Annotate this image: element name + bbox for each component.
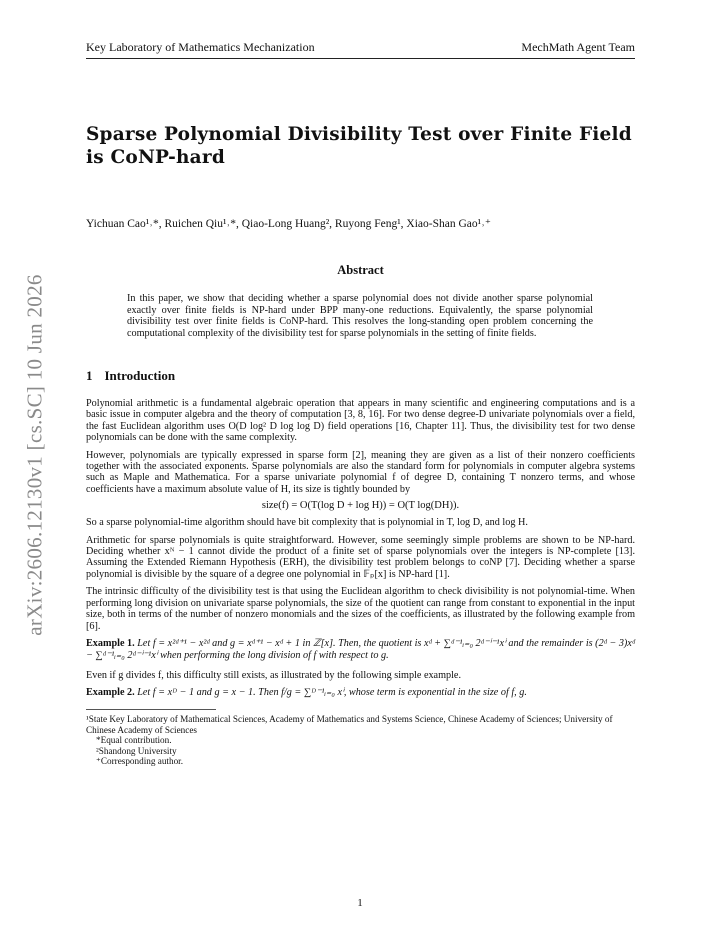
paper-title: Sparse Polynomial Divisibility Test over Finite Field is CoNP-hard [86,124,632,168]
example-2-text: Let f = xᴰ − 1 and g = x − 1. Then f/g = ∑ᴰ⁻¹ᵢ₌₀ xⁱ, whose term is exponential in the size of f, g. [137,687,527,699]
abstract-heading: Abstract [337,263,384,277]
paragraph-1: Polynomial arithmetic is a fundamental algebraic operation that appears in many scientific and engineering computations and is a basic issue in computer algebra and the theory of computation [3, 8, 16]. For two dense degree-D univariate polynomials over a field, the fast Euclidean algorithm uses O(D log² D log log D) field operations [16, Chapter 11]. Thus, the divisibility test for two dense polynomials can be done with the same complexity. [86,398,635,444]
running-header [86,40,635,59]
paragraph-5: The intrinsic difficulty of the divisibility test is that using the Euclidean algorithm to check divisibility is not polynomial-time. When performing long division on univariate sparse polynomials, the size of the quotient can range from constant to exponential in the input size, both in terms of the number of nonzero monomials and the sizes of the coefficients, as illustrated by the following example from [6]. [86,586,635,632]
example-1-label: Example 1. [86,637,135,649]
author-list: Yichuan Cao¹˒*, Ruichen Qiu¹˒*, Qiao-Long Huang², Ruyong Feng¹, Xiao-Shan Gao¹˒⁺ [86,218,491,230]
example-1 [86,638,635,662]
footnote-1: ¹State Key Laboratory of Mathematical Sciences, Academy of Mathematics and Systems Science, Chinese Academy of Sciences; University of Chinese Academy of Sciences [86,714,613,735]
arxiv-stamp [20,260,50,650]
header-left: Key Laboratory of Mathematics Mechanization [86,40,315,54]
footnote-2: *Equal contribution. [96,735,172,746]
section-title: Introduction [104,368,176,383]
footnote-rule [86,709,216,710]
paper-page [86,40,635,766]
footnote-3: ²Shandong University [96,745,177,756]
section-heading [86,368,635,384]
abstract-text: In this paper, we show that deciding whether a sparse polynomial does not divide another sparse polynomial exactly over finite fields is NP-hard under BPP many-one reductions. Equivalently, the sparse polynomial divisibility test over finite fields is CoNP-hard. This resolves the long-standing open problem concerning the computational complexity of the divisibility test for sparse polynomials in the setting of finite fields. [127,293,593,339]
example-2 [86,687,635,699]
section-number: 1 [86,368,93,383]
page-number: 1 [357,897,363,909]
paragraph-3: So a sparse polynomial-time algorithm should have bit complexity that is polynomial in T, log D, and log H. [86,517,528,529]
paragraph-6: Even if g divides f, this difficulty still exists, as illustrated by the following simple example. [86,669,461,681]
arxiv-stamp-text: arXiv:2606.12130v1 [cs.SC] 10 Jun 2026 [22,274,47,636]
display-equation: size(f) = O(T(log D + log H)) = O(T log(DH)). [261,500,460,512]
paragraph-4: Arithmetic for sparse polynomials is quite straightforward. However, some seemingly simple problems are shown to be NP-hard. Deciding whether xᴺ − 1 cannot divide the product of a finite set of sparse polynomials over the integers is NP-complete [13]. Assuming the Extended Riemann Hypothesis (ERH), the divisibility test problem belongs to coNP [7]. Deciding whether a sparse polynomial is divisible by the square of a degree one polynomial in 𝔽ₚ[x] is NP-hard [1]. [86,534,635,580]
paragraph-2: However, polynomials are typically expressed in sparse form [2], meaning they are given as a list of their nonzero coefficients together with the associated exponents. Sparse polynomials are also the standard form for polynomials in computer algebra systems such as Maple and Mathematica. For a sparse univariate polynomial f of degree D, containing T nonzero terms, and whose coefficients have a maximum absolute value of H, its size is tightly bounded by [86,449,635,495]
header-right: MechMath Agent Team [521,40,635,54]
example-1-text: Let f = x²ᵈ⁺¹ − x²ᵈ and g = xᵈ⁺¹ − xᵈ + 1 in ℤ[x]. Then, the quotient is xᵈ + ∑ᵈ⁻¹ᵢ₌₀ 2ᵈ⁻ⁱ⁻¹xⁱ and the remainder is (2ᵈ − 3)xᵈ − ∑ᵈ⁻¹ᵢ₌₀ 2ᵈ⁻ⁱ⁻¹xⁱ when performing the long division of f with respect to g. [86,637,635,661]
example-2-label: Example 2. [86,687,135,699]
footnotes [86,714,635,766]
footnote-4: ⁺Corresponding author. [96,755,184,766]
